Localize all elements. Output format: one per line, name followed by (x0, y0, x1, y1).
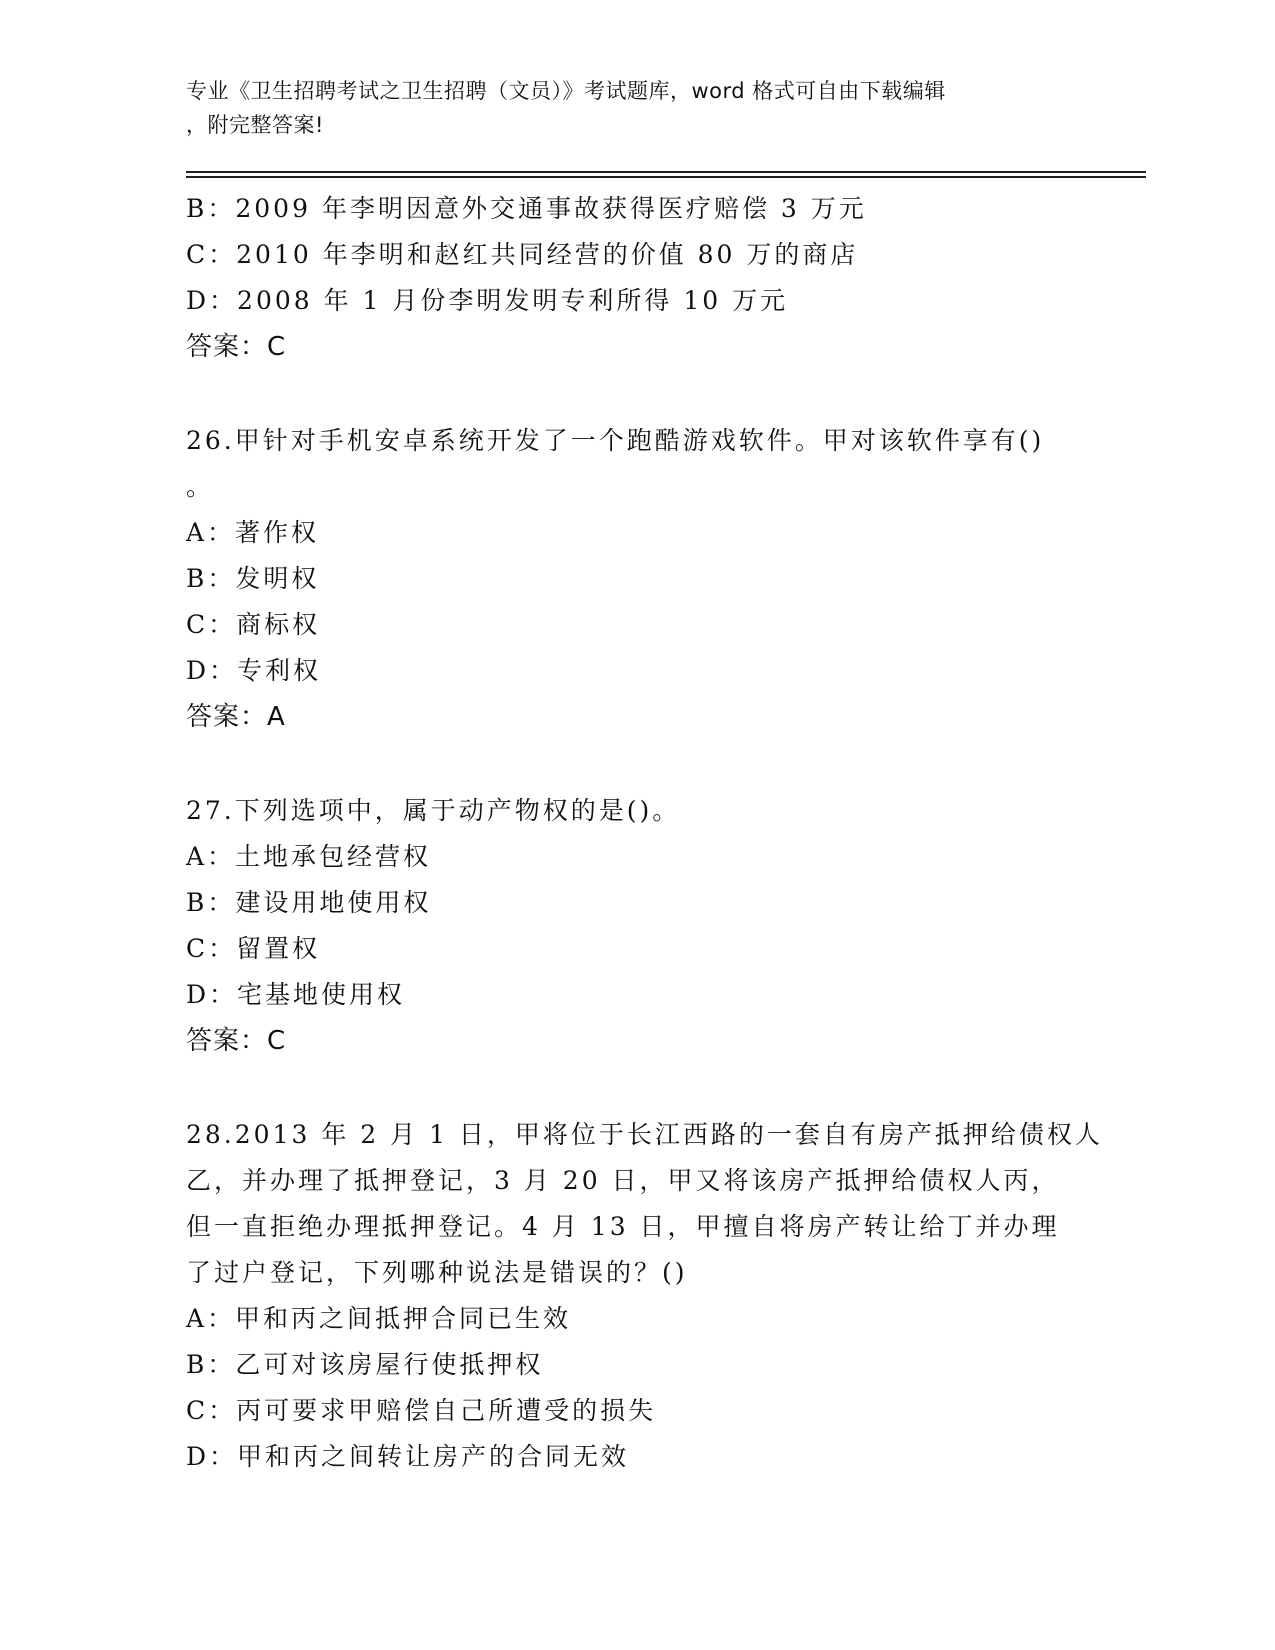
answer: 答案：C (186, 332, 287, 362)
question-stem: 乙，并办理了抵押登记，3 月 20 日，甲又将该房产抵押给债权人丙， (186, 1166, 1060, 1195)
option-b: B：发明权 (186, 564, 320, 593)
option-c: C：2010 年李明和赵红共同经营的价值 80 万的商店 (186, 240, 859, 269)
spacer (186, 1064, 1146, 1112)
question-stem: 28.2013 年 2 月 1 日，甲将位于长江西路的一套自有房产抵押给债权人 (186, 1120, 1103, 1149)
option-b: B：乙可对该房屋行使抵押权 (186, 1350, 544, 1379)
option-b: B：2009 年李明因意外交通事故获得医疗赔偿 3 万元 (186, 194, 867, 223)
question-25-tail (186, 186, 1146, 370)
option-a: A：著作权 (186, 518, 320, 547)
option-b: B：建设用地使用权 (186, 888, 432, 917)
spacer (186, 370, 1146, 418)
option-d: D：宅基地使用权 (186, 980, 406, 1009)
option-d: D：2008 年 1 月份李明发明专利所得 10 万元 (186, 286, 789, 315)
spacer (186, 740, 1146, 788)
question-list (186, 186, 1146, 1480)
option-a: A：土地承包经营权 (186, 842, 432, 871)
option-c: C：留置权 (186, 934, 321, 963)
question-stem: 。 (186, 472, 215, 501)
question-stem: 27.下列选项中，属于动产物权的是()。 (186, 796, 681, 825)
question-stem: 了过户登记，下列哪种说法是错误的？() (186, 1258, 688, 1287)
header-line-2: ，附完整答案! (186, 113, 324, 137)
option-d: D：甲和丙之间转让房产的合同无效 (186, 1442, 630, 1471)
option-d: D：专利权 (186, 656, 322, 685)
option-a: A：甲和丙之间抵押合同已生效 (186, 1304, 572, 1333)
document-header (186, 74, 1066, 142)
question-26 (186, 418, 1146, 740)
header-rule-bottom (186, 176, 1146, 178)
question-27 (186, 788, 1146, 1064)
option-c: C：商标权 (186, 610, 321, 639)
option-c: C：丙可要求甲赔偿自己所遭受的损失 (186, 1396, 657, 1425)
answer: 答案：C (186, 1026, 287, 1056)
question-28 (186, 1112, 1146, 1480)
question-stem: 但一直拒绝办理抵押登记。4 月 13 日，甲擅自将房产转让给丁并办理 (186, 1212, 1060, 1241)
header-line-1: 专业《卫生招聘考试之卫生招聘（文员）》考试题库，word 格式可自由下载编辑 (186, 79, 946, 103)
question-stem: 26.甲针对手机安卓系统开发了一个跑酷游戏软件。甲对该软件享有() (186, 426, 1045, 455)
answer: 答案：A (186, 702, 286, 732)
header-rule-top (186, 171, 1146, 173)
